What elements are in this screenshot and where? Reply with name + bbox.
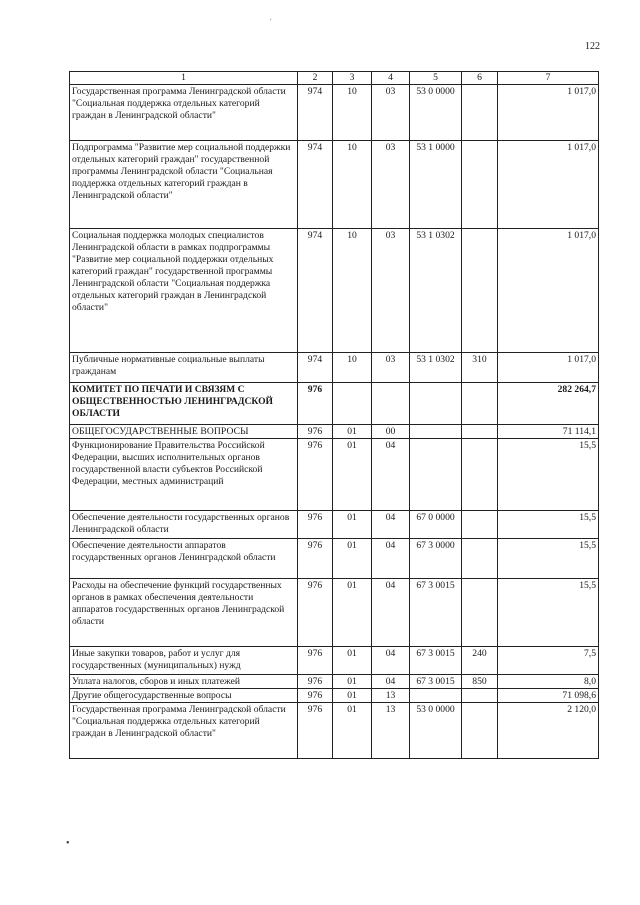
row-name: Обеспечение деятельности государственных органов Ленинградской области bbox=[70, 511, 298, 539]
table-row bbox=[70, 85, 599, 141]
cell-section: 10 bbox=[333, 353, 372, 383]
column-header: 3 bbox=[333, 72, 372, 85]
table-row bbox=[70, 689, 599, 703]
cell-expense-type bbox=[462, 689, 498, 703]
cell-section: 01 bbox=[333, 579, 372, 647]
cell-subsection: 04 bbox=[372, 539, 410, 579]
column-header: 2 bbox=[298, 72, 333, 85]
cell-expense-type: 240 bbox=[462, 647, 498, 675]
cell-amount: 8,0 bbox=[498, 675, 599, 689]
cell-section: 01 bbox=[333, 425, 372, 439]
cell-amount: 71 114,1 bbox=[498, 425, 599, 439]
table-row bbox=[70, 383, 599, 425]
table-row bbox=[70, 439, 599, 511]
table-row bbox=[70, 511, 599, 539]
table-row bbox=[70, 703, 599, 759]
row-name: Государственная программа Ленинградской области "Социальная поддержка отдельных категорий граждан в Ленинградской области" bbox=[70, 85, 298, 141]
cell-subsection: 04 bbox=[372, 675, 410, 689]
cell-subsection: 13 bbox=[372, 703, 410, 759]
cell-target-article: 67 3 0015 bbox=[410, 647, 462, 675]
scan-mark: • bbox=[66, 838, 70, 849]
column-header: 5 bbox=[410, 72, 462, 85]
cell-ministry-code: 974 bbox=[298, 353, 333, 383]
cell-expense-type bbox=[462, 511, 498, 539]
cell-subsection: 03 bbox=[372, 229, 410, 353]
cell-section: 01 bbox=[333, 675, 372, 689]
table-row bbox=[70, 579, 599, 647]
row-name: Публичные нормативные социальные выплаты гражданам bbox=[70, 353, 298, 383]
cell-target-article bbox=[410, 689, 462, 703]
cell-target-article bbox=[410, 425, 462, 439]
budget-table bbox=[69, 71, 599, 759]
cell-subsection: 03 bbox=[372, 353, 410, 383]
cell-expense-type bbox=[462, 439, 498, 511]
scan-mark: ' bbox=[270, 17, 272, 26]
cell-ministry-code: 974 bbox=[298, 229, 333, 353]
row-name: Подпрограмма "Развитие мер социальной поддержки отдельных категорий граждан" государственной программы Ленинградской области "Социальная поддержка отдельных категорий граждан в Ленинградской области" bbox=[70, 141, 298, 229]
cell-expense-type bbox=[462, 141, 498, 229]
cell-ministry-code: 974 bbox=[298, 141, 333, 229]
row-name: ОБЩЕГОСУДАРСТВЕННЫЕ ВОПРОСЫ bbox=[70, 425, 298, 439]
cell-target-article: 53 0 0000 bbox=[410, 85, 462, 141]
table-body bbox=[70, 85, 599, 759]
row-name: Функционирование Правительства Российской Федерации, высших исполнительных органов государственной власти субъектов Российской Федерации, местных администраций bbox=[70, 439, 298, 511]
cell-ministry-code: 974 bbox=[298, 85, 333, 141]
cell-ministry-code: 976 bbox=[298, 439, 333, 511]
cell-target-article: 53 1 0302 bbox=[410, 229, 462, 353]
cell-section: 01 bbox=[333, 511, 372, 539]
row-name: Социальная поддержка молодых специалистов Ленинградской области в рамках подпрограммы "Развитие мер социальной поддержки отдельных категорий граждан" государственной программы Ленинградской области "Социальная поддержка отдельных категорий граждан в Ленинградской области" bbox=[70, 229, 298, 353]
cell-amount: 2 120,0 bbox=[498, 703, 599, 759]
column-header: 6 bbox=[462, 72, 498, 85]
cell-ministry-code: 976 bbox=[298, 703, 333, 759]
cell-expense-type bbox=[462, 425, 498, 439]
table-row bbox=[70, 141, 599, 229]
cell-section: 10 bbox=[333, 229, 372, 353]
cell-target-article: 67 3 0015 bbox=[410, 579, 462, 647]
cell-expense-type bbox=[462, 703, 498, 759]
column-header: 1 bbox=[70, 72, 298, 85]
cell-ministry-code: 976 bbox=[298, 511, 333, 539]
cell-section: 01 bbox=[333, 689, 372, 703]
cell-amount: 1 017,0 bbox=[498, 141, 599, 229]
cell-target-article: 53 0 0000 bbox=[410, 703, 462, 759]
cell-subsection bbox=[372, 383, 410, 425]
table-row bbox=[70, 229, 599, 353]
cell-subsection: 04 bbox=[372, 579, 410, 647]
cell-expense-type bbox=[462, 229, 498, 353]
cell-target-article: 53 1 0302 bbox=[410, 353, 462, 383]
cell-target-article: 67 0 0000 bbox=[410, 511, 462, 539]
row-name: Обеспечение деятельности аппаратов государственных органов Ленинградской области bbox=[70, 539, 298, 579]
cell-amount: 282 264,7 bbox=[498, 383, 599, 425]
cell-amount: 15,5 bbox=[498, 511, 599, 539]
cell-target-article bbox=[410, 383, 462, 425]
cell-amount: 1 017,0 bbox=[498, 353, 599, 383]
cell-ministry-code: 976 bbox=[298, 647, 333, 675]
column-header: 7 bbox=[498, 72, 599, 85]
cell-ministry-code: 976 bbox=[298, 383, 333, 425]
cell-section bbox=[333, 383, 372, 425]
row-name: Уплата налогов, сборов и иных платежей bbox=[70, 675, 298, 689]
cell-amount: 15,5 bbox=[498, 579, 599, 647]
cell-expense-type bbox=[462, 539, 498, 579]
cell-expense-type bbox=[462, 579, 498, 647]
column-number-row bbox=[70, 72, 599, 85]
cell-subsection: 00 bbox=[372, 425, 410, 439]
cell-amount: 1 017,0 bbox=[498, 229, 599, 353]
row-name: Государственная программа Ленинградской области "Социальная поддержка отдельных категорий граждан в Ленинградской области" bbox=[70, 703, 298, 759]
table-row bbox=[70, 647, 599, 675]
cell-subsection: 04 bbox=[372, 511, 410, 539]
cell-amount: 7,5 bbox=[498, 647, 599, 675]
cell-amount: 71 098,6 bbox=[498, 689, 599, 703]
cell-ministry-code: 976 bbox=[298, 675, 333, 689]
cell-subsection: 03 bbox=[372, 85, 410, 141]
cell-section: 01 bbox=[333, 703, 372, 759]
row-name: Иные закупки товаров, работ и услуг для государственных (муниципальных) нужд bbox=[70, 647, 298, 675]
cell-target-article bbox=[410, 439, 462, 511]
cell-amount: 15,5 bbox=[498, 539, 599, 579]
cell-amount: 1 017,0 bbox=[498, 85, 599, 141]
cell-expense-type bbox=[462, 383, 498, 425]
table-row bbox=[70, 539, 599, 579]
cell-section: 01 bbox=[333, 439, 372, 511]
cell-expense-type bbox=[462, 85, 498, 141]
table-row bbox=[70, 425, 599, 439]
cell-ministry-code: 976 bbox=[298, 539, 333, 579]
cell-section: 10 bbox=[333, 141, 372, 229]
cell-subsection: 04 bbox=[372, 439, 410, 511]
cell-ministry-code: 976 bbox=[298, 689, 333, 703]
cell-subsection: 13 bbox=[372, 689, 410, 703]
row-name: Расходы на обеспечение функций государственных органов в рамках обеспечения деятельности аппаратов государственных органов Ленинградской области bbox=[70, 579, 298, 647]
cell-expense-type: 310 bbox=[462, 353, 498, 383]
cell-ministry-code: 976 bbox=[298, 579, 333, 647]
cell-target-article: 67 3 0000 bbox=[410, 539, 462, 579]
cell-subsection: 04 bbox=[372, 647, 410, 675]
row-name: Другие общегосударственные вопросы bbox=[70, 689, 298, 703]
cell-section: 01 bbox=[333, 539, 372, 579]
cell-target-article: 67 3 0015 bbox=[410, 675, 462, 689]
cell-section: 01 bbox=[333, 647, 372, 675]
cell-amount: 15,5 bbox=[498, 439, 599, 511]
table-row bbox=[70, 675, 599, 689]
table-row bbox=[70, 353, 599, 383]
cell-target-article: 53 1 0000 bbox=[410, 141, 462, 229]
column-header: 4 bbox=[372, 72, 410, 85]
page-number: 122 bbox=[585, 41, 600, 52]
cell-expense-type: 850 bbox=[462, 675, 498, 689]
cell-ministry-code: 976 bbox=[298, 425, 333, 439]
row-name: КОМИТЕТ ПО ПЕЧАТИ И СВЯЗЯМ С ОБЩЕСТВЕННОСТЬЮ ЛЕНИНГРАДСКОЙ ОБЛАСТИ bbox=[70, 383, 298, 425]
cell-section: 10 bbox=[333, 85, 372, 141]
cell-subsection: 03 bbox=[372, 141, 410, 229]
